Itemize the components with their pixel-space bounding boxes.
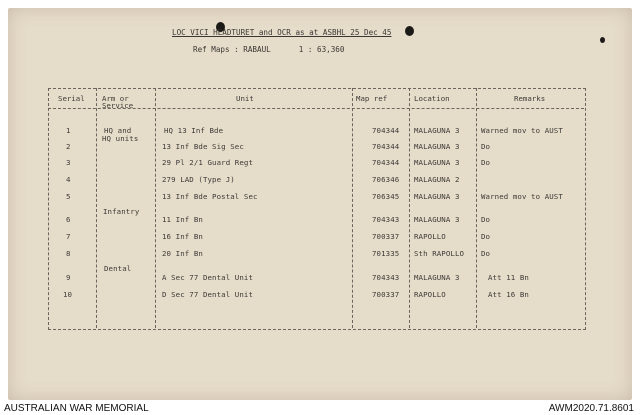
archive-caption-right: AWM2020.71.8601 [548,403,634,414]
cell-serial: 1 [66,126,71,135]
cell-mapref: 704344 [372,158,400,167]
cell-remarks: Att 11 Bn [488,273,529,282]
header-location: Location [414,94,450,103]
cell-location: MALAGUNA 2 [414,175,460,184]
cell-serial: 10 [63,290,73,299]
cell-unit: 279 LAD (Type J) [162,175,235,184]
header-remarks: Remarks [514,94,546,103]
cell-remarks: Do [481,249,491,258]
cell-mapref: 700337 [372,290,400,299]
arm-group: Dental [104,264,132,273]
cell-remarks: Do [481,232,491,241]
cell-unit: 29 Pl 2/1 Guard Regt [162,158,253,167]
cell-mapref: 700337 [372,232,400,241]
cell-location: MALAGUNA 3 [414,273,460,282]
cell-serial: 7 [66,232,71,241]
cell-remarks: Warned mov to AUST [481,126,563,135]
cell-unit: 13 Inf Bde Postal Sec [162,192,258,201]
cell-remarks: Warned mov to AUST [481,192,563,201]
cell-mapref: 704344 [372,142,400,151]
cell-location: MALAGUNA 3 [414,126,460,135]
cell-mapref: 704343 [372,273,400,282]
header-serial: Serial [58,94,85,103]
cell-location: MALAGUNA 3 [414,142,460,151]
cell-location: RAPOLLO [414,290,446,299]
column-divider [155,88,156,328]
cell-location: MALAGUNA 3 [414,192,460,201]
column-divider [96,88,97,328]
cell-serial: 4 [66,175,71,184]
column-divider [352,88,353,328]
cell-serial: 8 [66,249,71,258]
cell-mapref: 704344 [372,126,400,135]
cell-remarks: Do [481,158,491,167]
punch-hole [600,37,605,43]
cell-unit: 13 Inf Bde Sig Sec [162,142,244,151]
cell-location: MALAGUNA 3 [414,215,460,224]
cell-unit: HQ 13 Inf Bde [164,126,224,135]
cell-serial: 5 [66,192,71,201]
cell-location: RAPOLLO [414,232,446,241]
cell-unit: A Sec 77 Dental Unit [162,273,253,282]
cell-mapref: 704343 [372,215,400,224]
cell-unit: 20 Inf Bn [162,249,203,258]
cell-mapref: 706345 [372,192,400,201]
map-scale: 1 : 63,360 [298,45,345,54]
ref-maps-label: Ref Maps : RABAUL [193,45,271,54]
header-mapref: Map ref [356,94,388,103]
cell-serial: 9 [66,273,71,282]
cell-location: MALAGUNA 3 [414,158,460,167]
header-unit: Unit [236,94,254,103]
header-arm: Arm or [102,94,129,103]
arm-group: Infantry [103,207,140,216]
reference-maps [193,45,344,54]
arm-group: HQ and [104,126,132,135]
cell-location: Sth RAPOLLO [414,249,465,258]
column-divider [476,88,477,328]
cell-remarks: Att 16 Bn [488,290,529,299]
document-title: LOC VICI HEADTURET and OCR as at ASBHL 25 Dec 45 [172,28,392,37]
header-arm-line2: Service [102,101,134,110]
cell-unit: D Sec 77 Dental Unit [162,290,253,299]
archive-caption-left: AUSTRALIAN WAR MEMORIAL [4,403,149,414]
cell-serial: 3 [66,158,71,167]
cell-serial: 2 [66,142,71,151]
punch-hole [405,26,414,36]
cell-unit: 16 Inf Bn [162,232,203,241]
cell-mapref: 701335 [372,249,400,258]
cell-unit: 11 Inf Bn [162,215,203,224]
column-divider [409,88,410,328]
cell-remarks: Do [481,215,491,224]
cell-mapref: 706346 [372,175,400,184]
cell-serial: 6 [66,215,71,224]
cell-remarks: Do [481,142,491,151]
arm-group: HQ units [102,134,139,143]
